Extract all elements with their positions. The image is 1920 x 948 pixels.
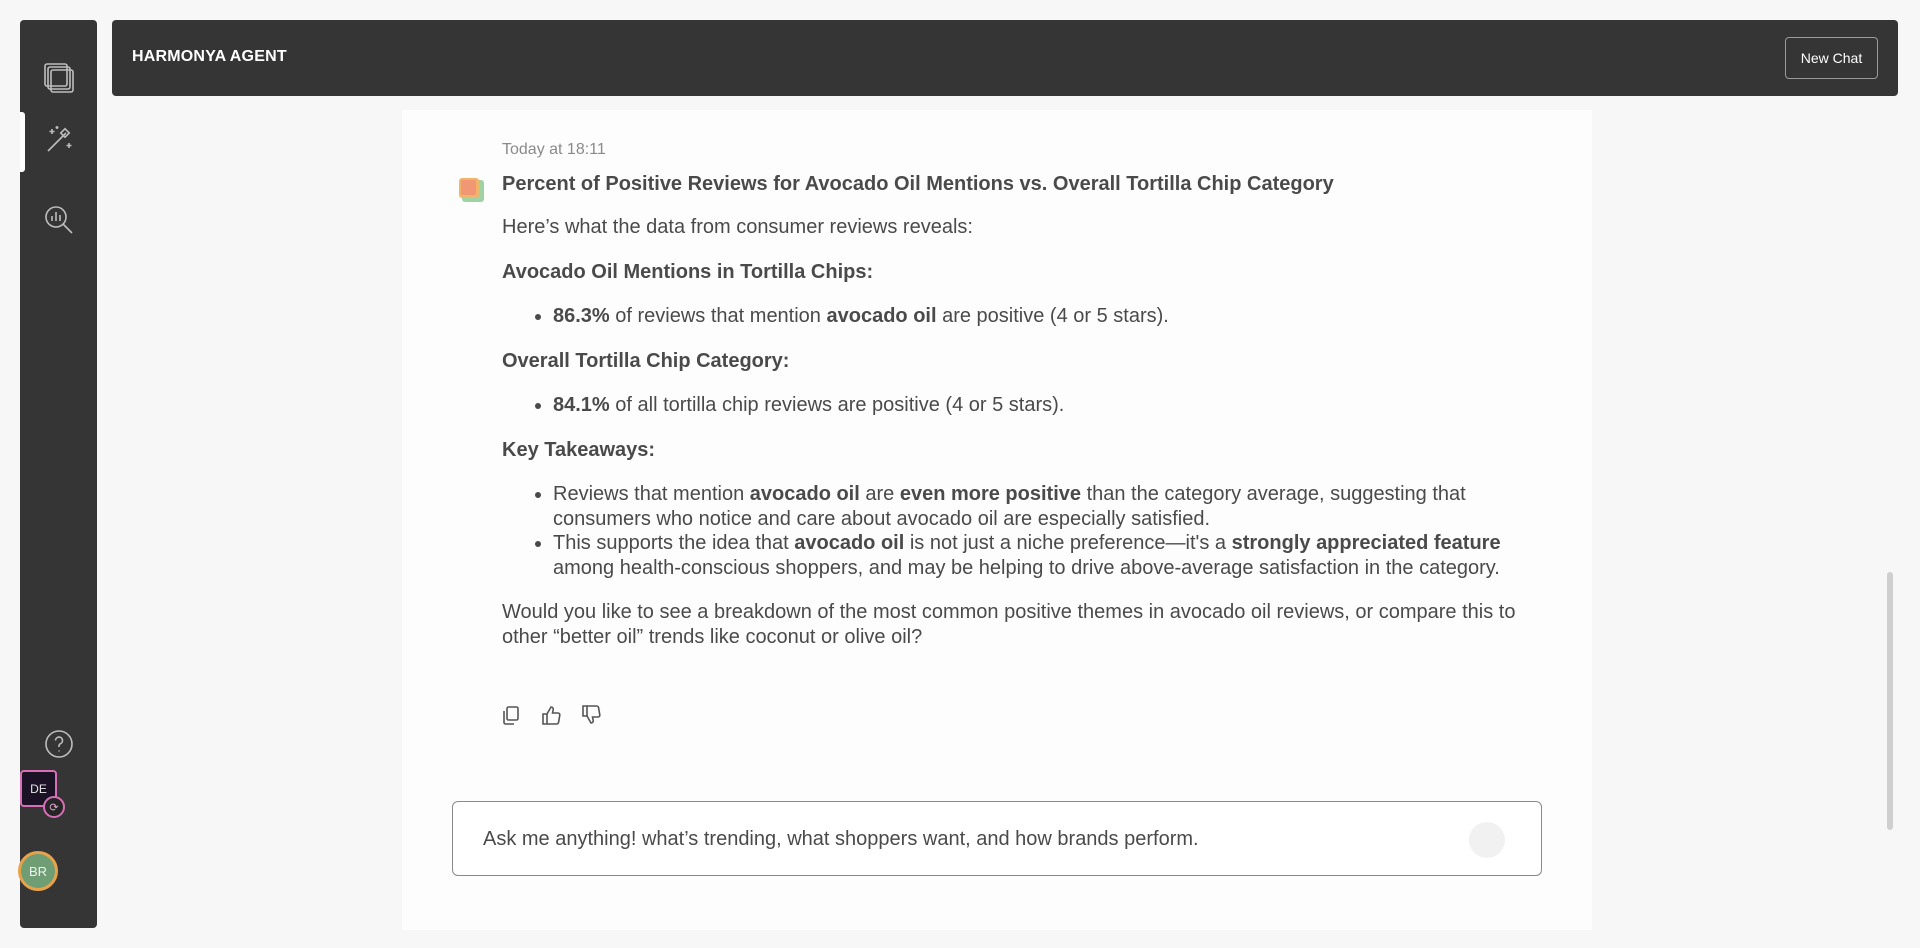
layers-icon [41,60,77,101]
user-initials: BR [28,863,48,879]
list-item: • This supports the idea that avocado oil is not just a niche preference—it's a strongly appreciated feature among health-conscious shoppers, and may be helping to drive above-average satisfaction in the category. [553,531,1562,580]
list-item: • 86.3% of reviews that mention avocado oil are positive (4 or 5 stars). [553,304,1562,329]
section-heading-category: Overall Tortilla Chip Category: [502,349,790,372]
scrollbar[interactable] [1887,572,1893,830]
message-timestamp: Today at 18:11 [502,141,606,158]
help-icon [43,728,75,765]
thumbs-up-icon[interactable] [540,704,564,728]
thumbs-down-icon[interactable] [580,704,604,728]
send-button[interactable] [1469,822,1505,858]
user-avatar[interactable] [18,851,58,891]
message-title: Percent of Positive Reviews for Avocado Oil Mentions vs. Overall Tortilla Chip Category [502,173,1334,195]
chat-input-box [452,801,1542,876]
sidebar-item-agent[interactable] [20,112,97,172]
section-heading-avocado: Avocado Oil Mentions in Tortilla Chips: [502,260,874,283]
list-category [502,393,1562,418]
copy-icon[interactable] [500,704,524,728]
sync-icon[interactable]: ⟳ [43,796,65,818]
app-title: HARMONYA AGENT [132,48,287,65]
message-body [502,215,1562,669]
list-item: • 84.1% of all tortilla chip reviews are positive (4 or 5 stars). [553,393,1562,418]
message-closing: Would you like to see a breakdown of the most common positive themes in avocado oil reviews, or compare this to other “better oil” trends like coconut or olive oil? [502,601,1516,648]
sidebar-item-analytics[interactable] [20,192,97,252]
analytics-search-icon [42,203,76,242]
sidebar-item-help[interactable] [20,716,97,776]
section-heading-takeaways: Key Takeaways: [502,438,656,461]
message-intro: Here’s what the data from consumer reviews reveals: [502,216,973,238]
sidebar-item-library[interactable] [20,50,97,110]
workspace-badge-label: DE [30,781,47,796]
list-takeaways [502,482,1562,580]
list-avocado [502,304,1562,329]
chat-input[interactable] [481,824,1461,854]
message-actions [500,704,604,728]
magic-wand-icon [42,123,76,162]
top-bar [112,20,1898,96]
new-chat-button[interactable]: New Chat [1785,37,1878,79]
list-item: • Reviews that mention avocado oil are even more positive than the category average, suggesting that consumers who notice and care about avocado oil are especially satisfied. [553,482,1562,531]
agent-avatar-icon [455,174,487,206]
